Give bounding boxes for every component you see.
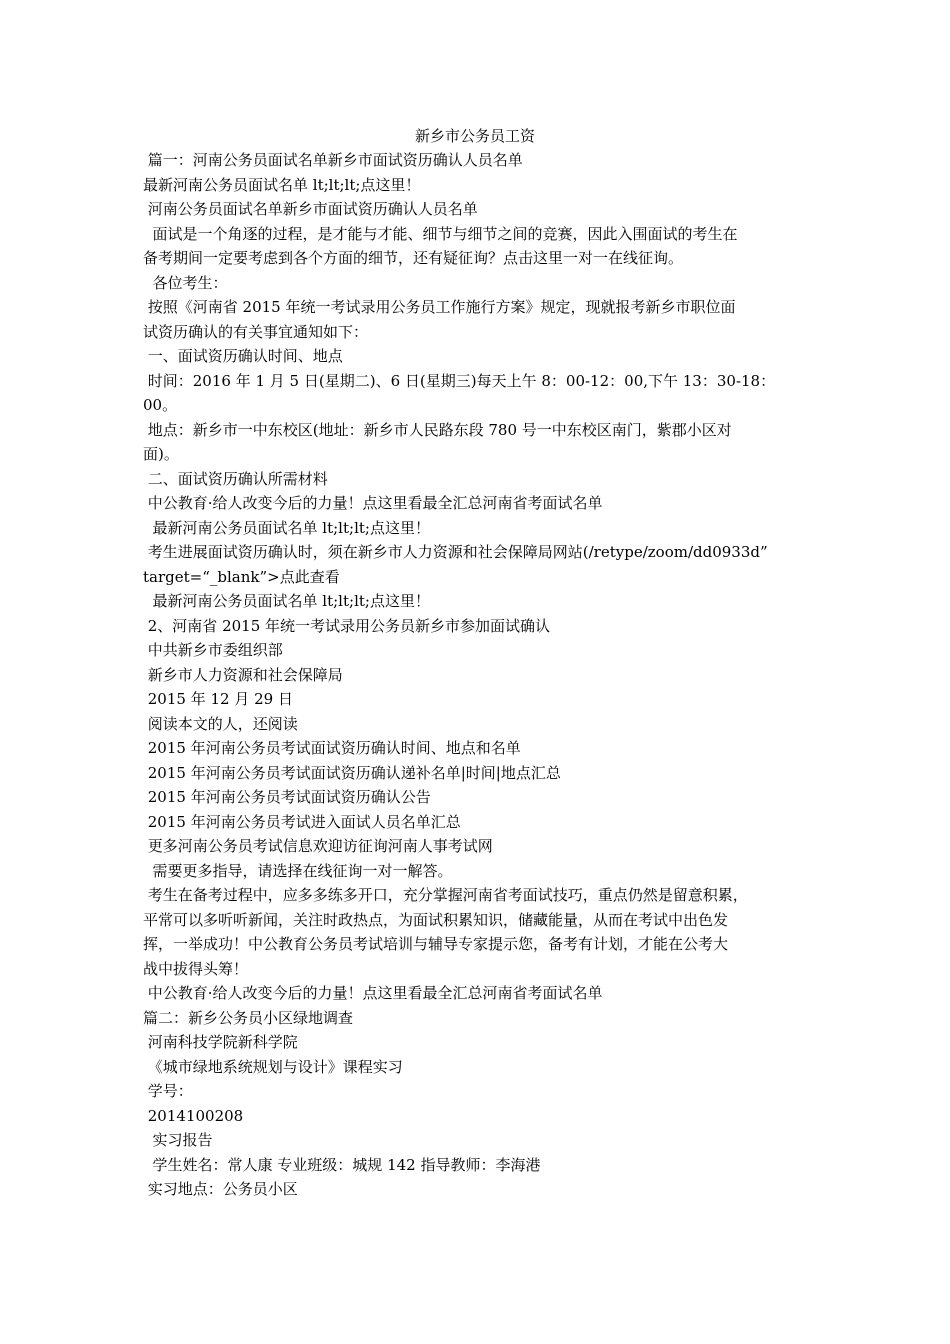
text-line: 面试是一个角逐的过程，是才能与才能、细节与细节之间的竞赛，因此入围面试的考生在 xyxy=(143,224,738,243)
text-line: 篇一：河南公务员面试名单新乡市面试资历确认人员名单 xyxy=(143,151,523,169)
text-line: 考生进展面试资历确认时，须在新乡市人力资源和社会保障局网站(/retype/zoom/dd0933d” xyxy=(143,543,768,561)
text-line: 河南公务员面试名单新乡市面试资历确认人员名单 xyxy=(143,200,478,218)
text-line: 最新河南公务员面试名单 lt;lt;lt;点这里！ xyxy=(143,518,430,537)
text-line: 实习报告 xyxy=(143,1131,213,1149)
text-line: 一、面试资历确认时间、地点 xyxy=(143,347,343,365)
text-line: 需要更多指导，请选择在线征询一对一解答。 xyxy=(143,861,453,880)
text-line: 二、面试资历确认所需材料 xyxy=(143,469,328,488)
text-line: 时间：2016 年 1 月 5 日(星期二)、6 日(星期三)每天上午 8：00-12：00,下午 13：30-18： xyxy=(143,371,776,390)
text-line: 《城市绿地系统规划与设计》课程实习 xyxy=(143,1057,403,1076)
text-line: 最新河南公务员面试名单 lt;lt;lt;点这里！ xyxy=(143,592,430,610)
text-line: 地点：新乡市一中东校区(地址：新乡市人民路东段 780 号一中东校区南门，紫郡小区对 xyxy=(143,420,732,439)
text-line: 挥，一举成功！中公教育公务员考试培训与辅导专家提示您，备考有计划，才能在公考大 xyxy=(143,935,729,953)
text-line: 学生姓名：常人康 专业班级：城规 142 指导教师：李海港 xyxy=(143,1155,541,1174)
text-line: 战中拔得头筹！ xyxy=(143,959,249,978)
text-line: 2015 年河南公务员考试面试资历确认递补名单|时间|地点汇总 xyxy=(143,763,561,782)
text-line: 2015 年河南公务员考试进入面试人员名单汇总 xyxy=(143,812,461,831)
text-line: 更多河南公务员考试信息欢迎访征询河南人事考试网 xyxy=(143,837,493,855)
text-line: 实习地点：公务员小区 xyxy=(143,1180,298,1198)
text-line: 中共新乡市委组织部 xyxy=(143,641,283,659)
text-line: 考生在备考过程中，应多多练多开口，充分掌握河南省考面试技巧，重点仍然是留意积累， xyxy=(143,886,748,904)
text-line: 平常可以多听听新闻，关注时政热点，为面试积累知识，储藏能量，从而在考试中出色发 xyxy=(143,910,729,929)
text-line: 备考期间一定要考虑到各个方面的细节，还有疑征询？点击这里一对一在线征询。 xyxy=(143,249,684,267)
text-line: 阅读本文的人，还阅读 xyxy=(143,714,298,733)
document-title: 新乡市公务员工资 xyxy=(414,127,535,145)
text-line: 2015 年河南公务员考试面试资历确认公告 xyxy=(143,788,431,806)
text-line: 最新河南公务员面试名单 lt;lt;lt;点这里！ xyxy=(143,175,421,194)
text-line: 中公教育·给人改变今后的力量！点这里看最全汇总河南省考面试名单 xyxy=(143,984,603,1002)
text-line: 新乡市人力资源和社会保障局 xyxy=(143,665,343,684)
text-line: 2015 年 12 月 29 日 xyxy=(143,690,293,708)
text-line: 2015 年河南公务员考试面试资历确认时间、地点和名单 xyxy=(143,739,521,757)
text-line: 2、河南省 2015 年统一考试录用公务员新乡市参加面试确认 xyxy=(143,616,551,635)
text-line: 河南科技学院新科学院 xyxy=(143,1033,298,1051)
text-line: 00。 xyxy=(143,396,178,414)
text-line: 面)。 xyxy=(143,445,179,463)
text-line: 按照《河南省 2015 年统一考试录用公务员工作施行方案》规定，现就报考新乡市职位面 xyxy=(143,298,736,316)
text-line: 2014100208 xyxy=(143,1106,244,1125)
text-line: 各位考生： xyxy=(143,273,228,292)
text-line: target=“_blank”>点此查看 xyxy=(143,567,340,586)
text-line: 试资历确认的有关事宜通知如下： xyxy=(143,322,369,341)
text-line: 中公教育·给人改变今后的力量！点这里看最全汇总河南省考面试名单 xyxy=(143,494,603,512)
document-body xyxy=(143,148,815,1202)
text-line: 篇二：新乡公务员小区绿地调查 xyxy=(143,1008,354,1027)
text-line: 学号： xyxy=(143,1082,193,1100)
